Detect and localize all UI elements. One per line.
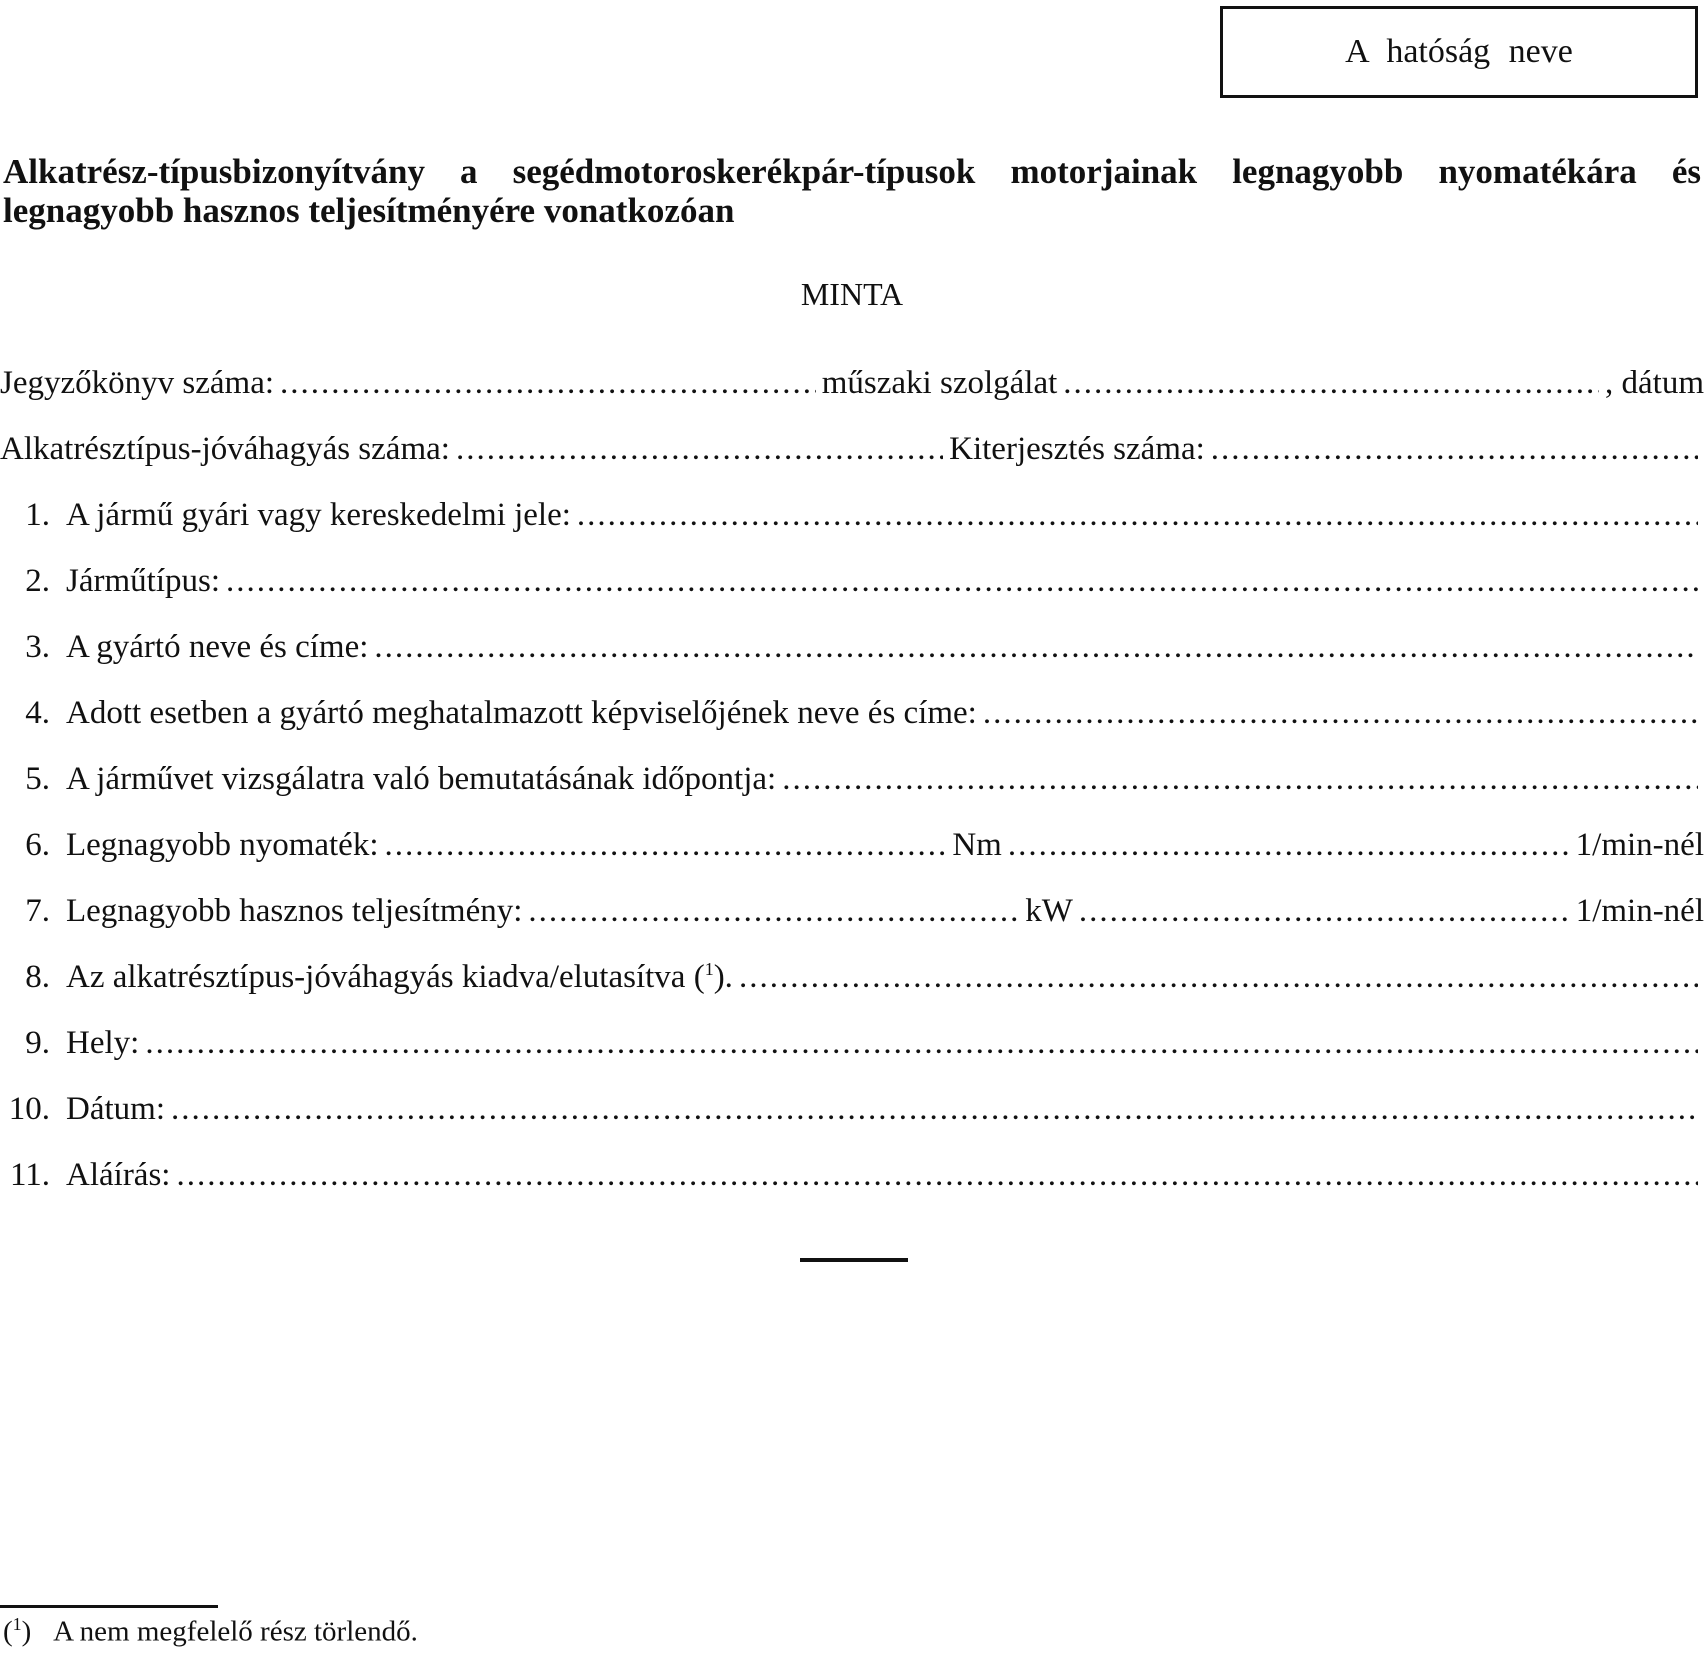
technical-service-field[interactable] bbox=[1063, 365, 1599, 402]
list-item bbox=[0, 1091, 1704, 1135]
item-number: 2. bbox=[25, 563, 50, 599]
item-number: 6. bbox=[25, 827, 50, 863]
item-label: Az alkatrésztípus-jóváhagyás kiadva/elutasítva ($^1$). bbox=[66, 959, 733, 995]
unit-label: kW bbox=[1025, 893, 1073, 929]
footnote-marker: 1 bbox=[12, 1614, 22, 1634]
torque-rpm-field[interactable] bbox=[1008, 827, 1570, 864]
item-label: A gyártó neve és címe: bbox=[66, 629, 369, 665]
item-label: Hely: bbox=[66, 1025, 140, 1061]
footnote-reference[interactable]: 1 bbox=[704, 959, 714, 979]
date-label: , dátum bbox=[1605, 365, 1704, 401]
item-field[interactable] bbox=[782, 761, 1698, 798]
item-field[interactable] bbox=[983, 695, 1698, 732]
item-label: A járművet vizsgálatra való bemutatásának időpontja: bbox=[66, 761, 777, 797]
list-item bbox=[0, 695, 1704, 739]
item-label: Járműtípus: bbox=[66, 563, 220, 599]
max-torque-field[interactable] bbox=[385, 827, 947, 864]
item-number: 4. bbox=[25, 695, 50, 731]
item-number: 9. bbox=[25, 1025, 50, 1061]
item-field[interactable] bbox=[176, 1157, 1698, 1194]
unit-label: Nm bbox=[952, 827, 1002, 863]
item-label: Legnagyobb nyomaték: bbox=[66, 827, 379, 863]
section-divider bbox=[800, 1258, 908, 1262]
item-field[interactable] bbox=[577, 497, 1698, 534]
approval-number-label: Alkatrésztípus-jóváhagyás száma: bbox=[0, 431, 450, 467]
footnote: ($^1$) A nem megfelelő rész törlendő. bbox=[3, 1614, 418, 1648]
rpm-label: 1/min-nél bbox=[1575, 827, 1704, 863]
list-item bbox=[0, 827, 1704, 871]
list-item bbox=[0, 497, 1704, 541]
record-number-field[interactable] bbox=[280, 365, 816, 402]
item-field[interactable] bbox=[374, 629, 1698, 666]
max-power-field[interactable] bbox=[528, 893, 1019, 930]
list-item bbox=[0, 563, 1704, 607]
authority-label: A hatóság neve bbox=[1345, 33, 1573, 70]
item-field[interactable] bbox=[171, 1091, 1698, 1128]
item-number: 5. bbox=[25, 761, 50, 797]
technical-service-label: műszaki szolgálat bbox=[821, 365, 1058, 401]
list-item bbox=[0, 959, 1704, 1003]
document-subtitle: MINTA bbox=[800, 276, 904, 312]
extension-number-field[interactable] bbox=[1211, 431, 1698, 468]
item-number: 1. bbox=[25, 497, 50, 533]
approval-number-field[interactable] bbox=[456, 431, 943, 468]
item-field[interactable] bbox=[226, 563, 1698, 600]
item-label: Dátum: bbox=[66, 1091, 165, 1127]
record-number-line bbox=[0, 365, 1704, 409]
power-rpm-field[interactable] bbox=[1079, 893, 1570, 930]
document-title: Alkatrész-típusbizonyítvány a segédmotoroskerékpár-típusok motorjainak legnagyobb nyomatékára és legnagyobb hasznos teljesítményére vonatkozóan bbox=[3, 152, 1701, 230]
item-field[interactable] bbox=[145, 1025, 1698, 1062]
item-label: Legnagyobb hasznos teljesítmény: bbox=[66, 893, 523, 929]
item-label: A jármű gyári vagy kereskedelmi jele: bbox=[66, 497, 571, 533]
item-number: 11. bbox=[9, 1157, 50, 1193]
item-label: Aláírás: bbox=[66, 1157, 171, 1193]
list-item bbox=[0, 1025, 1704, 1069]
footnote-text: A nem megfelelő rész törlendő. bbox=[53, 1615, 418, 1648]
item-field[interactable] bbox=[739, 959, 1698, 996]
item-number: 7. bbox=[25, 893, 50, 929]
list-item bbox=[0, 761, 1704, 805]
authority-name-box bbox=[1220, 6, 1698, 98]
footnote-rule bbox=[0, 1605, 218, 1608]
item-number: 3. bbox=[25, 629, 50, 665]
rpm-label: 1/min-nél bbox=[1575, 893, 1704, 929]
extension-number-label: Kiterjesztés száma: bbox=[949, 431, 1205, 467]
item-number: 8. bbox=[25, 959, 50, 995]
record-number-label: Jegyzőkönyv száma: bbox=[0, 365, 275, 401]
approval-number-line bbox=[0, 431, 1704, 475]
list-item bbox=[0, 893, 1704, 937]
list-item bbox=[0, 1157, 1704, 1201]
list-item bbox=[0, 629, 1704, 673]
item-label: Adott esetben a gyártó meghatalmazott képviselőjének neve és címe: bbox=[66, 695, 977, 731]
item-number: 10. bbox=[8, 1091, 50, 1127]
